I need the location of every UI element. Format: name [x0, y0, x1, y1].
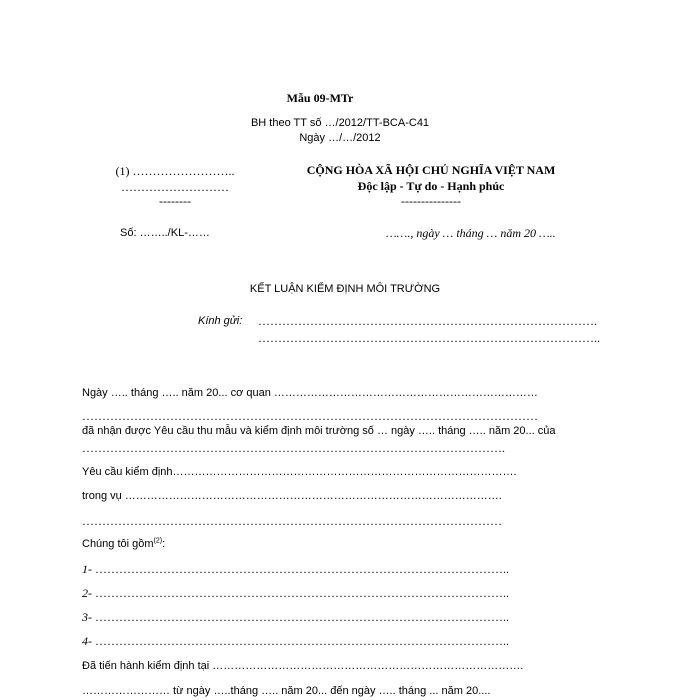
member-number: 1-: [82, 562, 92, 576]
country-name: CỘNG HÒA XÃ HỘI CHỦ NGHĨA VIỆT NAM: [306, 163, 556, 177]
recipient-label: Kính gửi:: [198, 315, 243, 327]
member-line-3: [82, 610, 509, 624]
member-line-4: [82, 634, 509, 648]
form-code: Mẫu 09-MTr: [286, 91, 354, 105]
member-dots: …………………………………………………………………………………………..: [95, 562, 509, 576]
member-number: 2-: [82, 586, 92, 600]
member-dots: …………………………………………………………………………………………..: [95, 610, 509, 624]
agency-name-line1: (1) ……………………..: [115, 164, 235, 178]
paragraph-case: trong vụ ………………………………………………………………………………………….: [82, 490, 502, 502]
paragraph-inspection-period: …………………… từ ngày …..tháng ….. năm 20... đến ngày ….. tháng ... năm 20....: [82, 685, 491, 697]
agency-rule: --------: [159, 194, 191, 208]
paragraph-requester-line: …………………………………………………………………………………………….: [82, 441, 505, 455]
issued-by: BH theo TT số …/2012/TT-BCA-C41: [250, 117, 430, 129]
issued-date: Ngày …/…/2012: [299, 132, 381, 144]
paragraph-case-continued: ……………………………………………………………………………………………: [82, 514, 502, 528]
national-motto: Độc lập - Tự do - Hạnh phúc: [357, 179, 505, 193]
members-label: Chúng tôi gồm: [82, 538, 154, 550]
agency-name-line2: ………………………: [121, 180, 229, 194]
paragraph-inspection-location: Đã tiến hành kiểm định tại ………………………………………………………………………….: [82, 660, 524, 672]
paragraph-receipt-date: Ngày ….. tháng ….. năm 20... cơ quan ………………………………………………………………: [82, 387, 538, 399]
member-dots: …………………………………………………………………………………………..: [95, 586, 509, 600]
paragraph-blank-line: ……………………………………………………………………………………………………: [82, 409, 538, 423]
paragraph-inspection-request: Yêu cầu kiểm định………………………………………………………………………………….: [82, 466, 517, 478]
member-dots: …………………………………………………………………………………………..: [95, 634, 509, 648]
members-heading: [82, 537, 165, 551]
members-colon: :: [162, 538, 166, 550]
paragraph-request-received: đã nhận được Yêu cầu thu mẫu và kiểm định môi trường số … ngày ….. tháng ….. năm 20... của: [82, 425, 556, 437]
member-number: 4-: [82, 634, 92, 648]
document-number: Số: ……../KL-……: [120, 227, 210, 239]
member-number: 3-: [82, 610, 92, 624]
place-date: ……., ngày … tháng … năm 20 …..: [386, 226, 556, 240]
members-footnote-marker: (2): [153, 537, 163, 545]
member-line-2: [82, 586, 509, 600]
document-title: KẾT LUẬN KIỂM ĐỊNH MÔI TRƯỜNG: [249, 283, 441, 295]
recipient-line-2: …………………………………………………………………………..: [258, 331, 600, 345]
motto-rule: ---------------: [401, 194, 461, 208]
recipient-line-1: ………………………………………………………………………….: [258, 314, 597, 328]
member-line-1: [82, 562, 509, 576]
